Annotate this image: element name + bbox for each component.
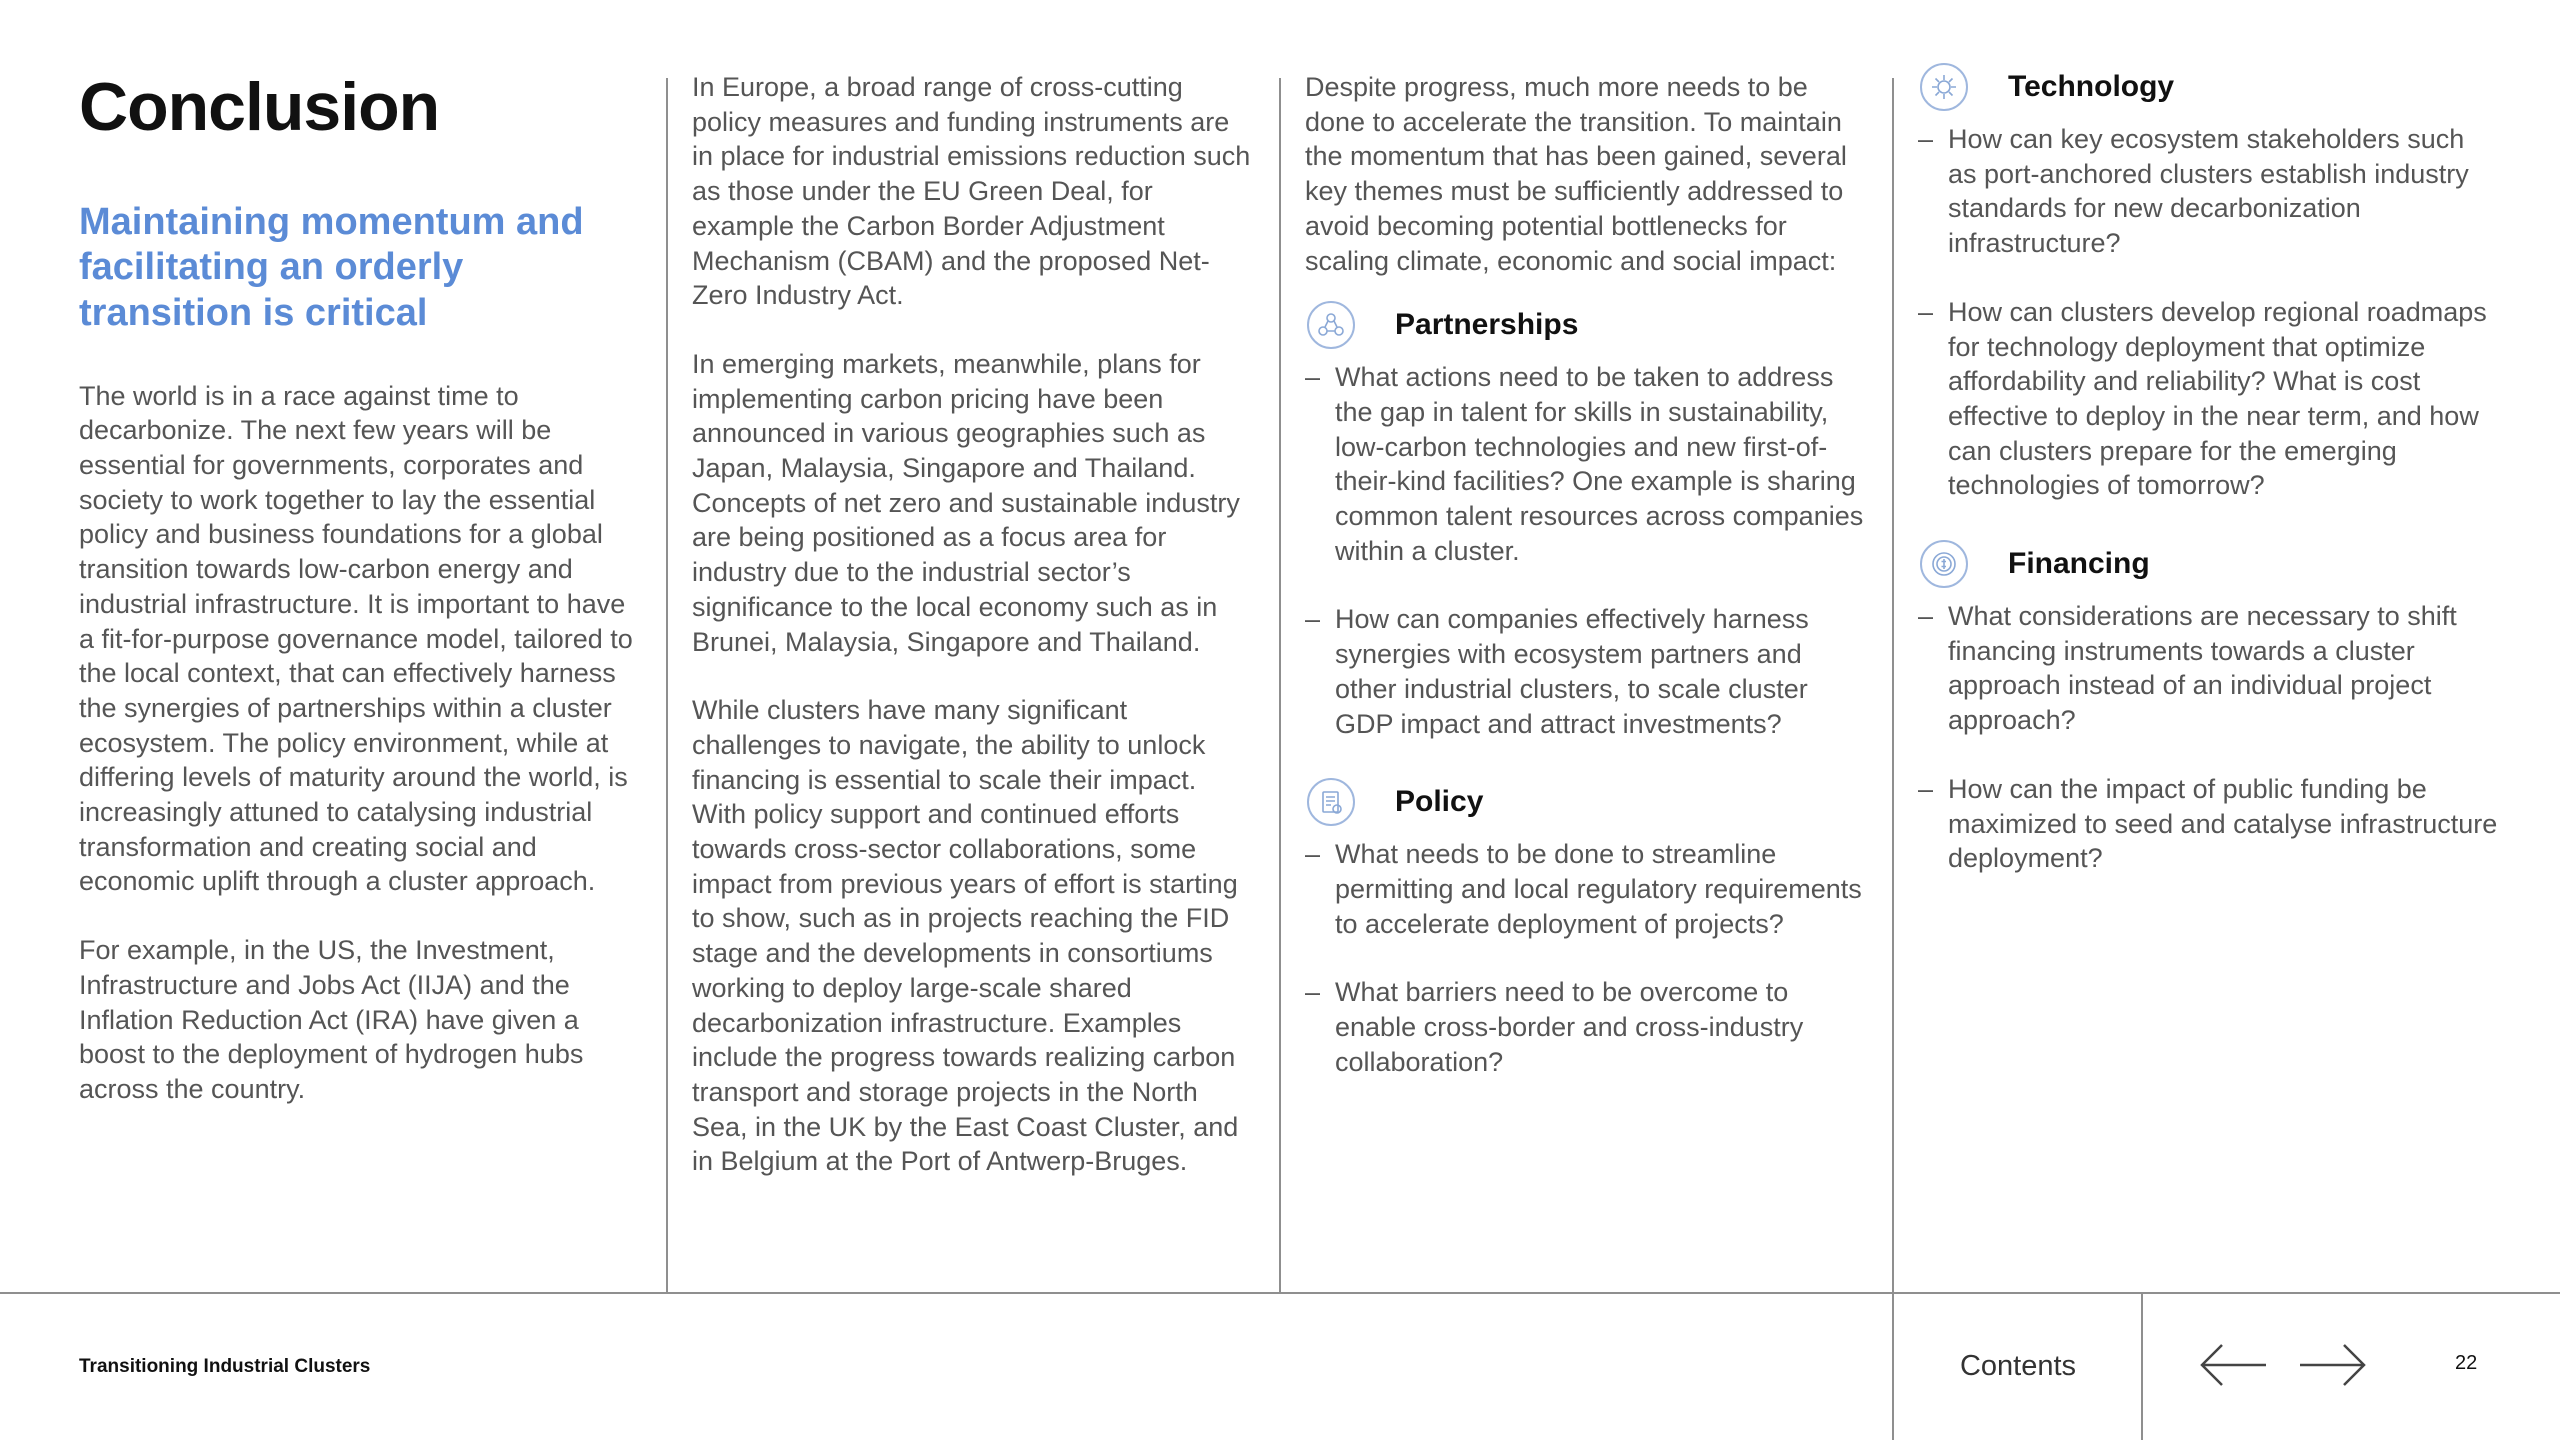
- question-list: [1918, 599, 2498, 876]
- list-item: – How can companies effectively harness synergies with ecosystem partners and other industrial clusters, to scale cluster GDP impact and attract investments?: [1305, 602, 1870, 741]
- technology-icon: [1920, 63, 1968, 111]
- list-item: – What actions need to be taken to address the gap in talent for skills in sustainability, low-carbon technologies and new first-of-their-kind facilities? One example is sharing common talent resources across companies within a cluster.: [1305, 360, 1870, 568]
- list-item: – How can clusters develop regional roadmaps for technology deployment that optimize affordability and reliability? What is cost effective to deploy in the near term, and how can clusters prepare for the emerging technologies of tomorrow?: [1918, 295, 2498, 503]
- question-list: [1305, 360, 1870, 741]
- previous-page-arrow-icon[interactable]: [2198, 1342, 2268, 1388]
- list-item: – What considerations are necessary to shift financing instruments towards a cluster approach instead of an individual project approach?: [1918, 599, 2498, 738]
- paragraph: The world is in a race against time to decarbonize. The next few years will be essential for governments, corporates and society to work together to lay the essential policy and business foundations for a global transition towards low-carbon energy and industrial infrastructure. It is important to have a fit-for-purpose governance model, tailored to the local context, that can effectively harness the synergies of partnerships within a cluster ecosystem. The policy environment, while at differing levels of maturity around the world, is increasingly attuned to catalysing industrial transformation and creating social and economic uplift through a cluster approach.: [79, 380, 633, 897]
- page-number: 22: [2455, 1352, 2478, 1374]
- theme-technology: [1918, 60, 2498, 503]
- paragraph: Despite progress, much more needs to be done to accelerate the transition. To maintain the momentum that has been gained, several key themes must be sufficiently addressed to avoid becoming potential bottlenecks for scaling climate, economic and social impact:: [1305, 72, 1847, 276]
- theme-title: Partnerships: [1395, 308, 1579, 342]
- column-key-themes-1: [1305, 70, 1870, 1113]
- theme-policy: [1305, 775, 1870, 1079]
- paragraph: While clusters have many significant challenges to navigate, the ability to unlock financing is essential to scale their impact. With policy support and continued efforts towards cross-sector collaborations, some impact from previous years of effort is starting to show, such as in projects reaching the FID stage and the developments in consortiums working to deploy large-scale shared decarbonization infrastructure. Examples include the progress towards realizing carbon transport and storage projects in the North Sea, in the UK by the East Coast Cluster, and in Belgium at the Port of Antwerp-Bruges.: [692, 695, 1239, 1177]
- theme-financing: [1918, 537, 2498, 876]
- column-divider: [1892, 78, 1894, 1440]
- paragraph: In Europe, a broad range of cross-cutting policy measures and funding instruments are in place for industrial emissions reduction such as those under the EU Green Deal, for example the Carbon Border Adjustment Mechanism (CBAM) and the proposed Net-Zero Industry Act.: [692, 72, 1251, 311]
- theme-title: Financing: [2008, 547, 2150, 581]
- paragraph: In emerging markets, meanwhile, plans for implementing carbon pricing have been announced in various geographies such as Japan, Malaysia, Singapore and Thailand. Concepts of net zero and sustainable industry are being positioned as a focus area for industry due to the industrial sector’s significance to the local economy such as in Brunei, Malaysia, Singapore and Thailand.: [692, 348, 1240, 657]
- question-list: [1305, 837, 1870, 1079]
- page-title: Conclusion: [79, 69, 440, 145]
- question-list: [1918, 122, 2498, 503]
- paragraph: For example, in the US, the Investment, Infrastructure and Jobs Act (IIJA) and the Inflation Reduction Act (IRA) have given a boost to the deployment of hydrogen hubs across the country.: [79, 935, 584, 1104]
- next-page-arrow-icon[interactable]: [2298, 1342, 2368, 1388]
- theme-partnerships: [1305, 298, 1870, 741]
- report-title: Transitioning Industrial Clusters: [79, 1356, 371, 1377]
- contents-link[interactable]: Contents: [1959, 1349, 2077, 1382]
- theme-title: Technology: [2008, 70, 2175, 103]
- column-policy-context: [692, 70, 1257, 1213]
- partnerships-icon: [1307, 301, 1355, 349]
- page-subtitle: Maintaining momentum and facilitating an orderly transition is critical: [79, 200, 584, 334]
- list-item: – How can key ecosystem stakeholders such as port-anchored clusters establish industry standards for new decarbonization infrastructure?: [1918, 122, 2498, 261]
- column-intro: [79, 70, 639, 1141]
- list-item: – How can the impact of public funding be maximized to seed and catalyse infrastructure deployment?: [1918, 772, 2498, 876]
- column-key-themes-2: [1918, 60, 2498, 910]
- financing-icon: [1920, 540, 1968, 588]
- column-divider: [666, 78, 668, 1292]
- footer-divider-vertical: [2141, 1292, 2143, 1440]
- footer-divider: [0, 1292, 2560, 1294]
- list-item: – What barriers need to be overcome to enable cross-border and cross-industry collaboration?: [1305, 975, 1870, 1079]
- column-divider: [1279, 78, 1281, 1292]
- policy-icon: [1307, 778, 1355, 826]
- list-item: – What needs to be done to streamline permitting and local regulatory requirements to accelerate deployment of projects?: [1305, 837, 1870, 941]
- theme-title: Policy: [1395, 785, 1484, 819]
